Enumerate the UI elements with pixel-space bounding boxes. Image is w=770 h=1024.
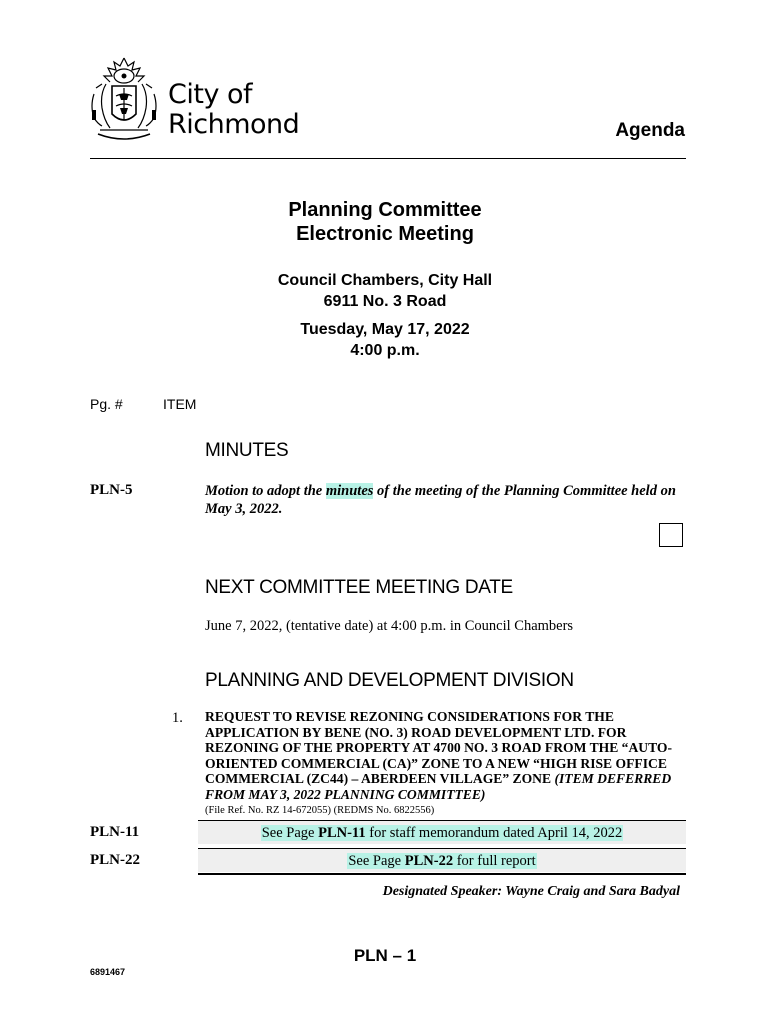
ref-page-pln22: PLN-22 <box>90 852 140 868</box>
item-column-header: ITEM <box>163 396 197 412</box>
ref-prefix: See Page <box>348 853 405 869</box>
ref-row-memorandum[interactable] <box>198 820 686 844</box>
page-number: PLN – 1 <box>353 946 417 965</box>
minutes-link[interactable]: minutes <box>325 483 374 499</box>
item-deferred-note: (ITEM DEFERRED FROM MAY 3, 2022 PLANNING COMMITTEE) <box>205 771 672 802</box>
ref-table-bottom-rule <box>198 873 686 875</box>
file-reference: (File Ref. No. RZ 14-672055) (REDMS No. 6822556) <box>205 805 435 816</box>
ref-suffix: for staff memorandum dated April 14, 2022 <box>365 825 623 841</box>
ref-page-bold: PLN-11 <box>318 825 366 841</box>
document-type: Agenda <box>615 120 685 141</box>
meeting-location <box>0 270 770 312</box>
ref-row-full-report[interactable] <box>198 848 686 872</box>
item-title <box>205 709 695 802</box>
next-meeting-text: June 7, 2022, (tentative date) at 4:00 p.m. in Council Chambers <box>205 618 574 634</box>
ref-page-bold: PLN-22 <box>404 853 454 869</box>
minutes-heading: MINUTES <box>205 440 289 461</box>
header-divider <box>90 158 686 159</box>
next-meeting-heading: NEXT COMMITTEE MEETING DATE <box>205 577 513 598</box>
ref-suffix: for full report <box>453 853 536 869</box>
item-number: 1. <box>172 710 183 726</box>
minutes-motion <box>205 482 690 518</box>
page-column-header: Pg. # <box>90 396 123 412</box>
meeting-title-line2: Electronic Meeting <box>296 223 474 245</box>
motion-checkbox[interactable] <box>659 523 683 547</box>
meeting-date: Tuesday, May 17, 2022 <box>300 321 470 338</box>
ref-prefix: See Page <box>261 825 319 841</box>
city-name-line2: Richmond <box>168 109 300 140</box>
meeting-datetime <box>0 319 770 361</box>
motion-text-end: of the meeting of the Planning Committee held on May 3, 2022. <box>205 483 676 517</box>
designated-speaker: Designated Speaker: Wayne Craig and Sara Badyal <box>382 884 680 899</box>
ref-link-full-report[interactable] <box>347 853 536 869</box>
city-name-line1: City of <box>168 79 253 110</box>
ref-page-pln11: PLN-11 <box>90 824 140 840</box>
city-crest-logo <box>86 54 162 146</box>
minutes-page-ref: PLN-5 <box>90 482 133 498</box>
division-heading: PLANNING AND DEVELOPMENT DIVISION <box>205 670 574 691</box>
meeting-title <box>0 198 770 246</box>
document-id: 6891467 <box>90 967 126 977</box>
meeting-title-line1: Planning Committee <box>288 199 482 221</box>
meeting-time: 4:00 p.m. <box>350 342 420 359</box>
city-name <box>168 80 299 140</box>
ref-link-memorandum[interactable] <box>261 825 624 841</box>
item-title-text: REQUEST TO REVISE REZONING CONSIDERATIONS FOR THE APPLICATION BY BENE (NO. 3) ROAD DEVELOPMENT LTD. FOR REZONING OF THE PROPERTY AT 4700 NO. 3 ROAD FROM THE “AUTO-ORIENTED COMMERCIAL (CA)” ZONE TO A NEW “HIGH RISE OFFICE COMMERCIAL (ZC44) – ABERDEEN VILLAGE” ZONE <box>205 709 673 786</box>
motion-text-start: Motion to adopt the <box>205 483 326 499</box>
meeting-location-line1: Council Chambers, City Hall <box>277 272 493 289</box>
meeting-location-line2: 6911 No. 3 Road <box>323 293 447 310</box>
